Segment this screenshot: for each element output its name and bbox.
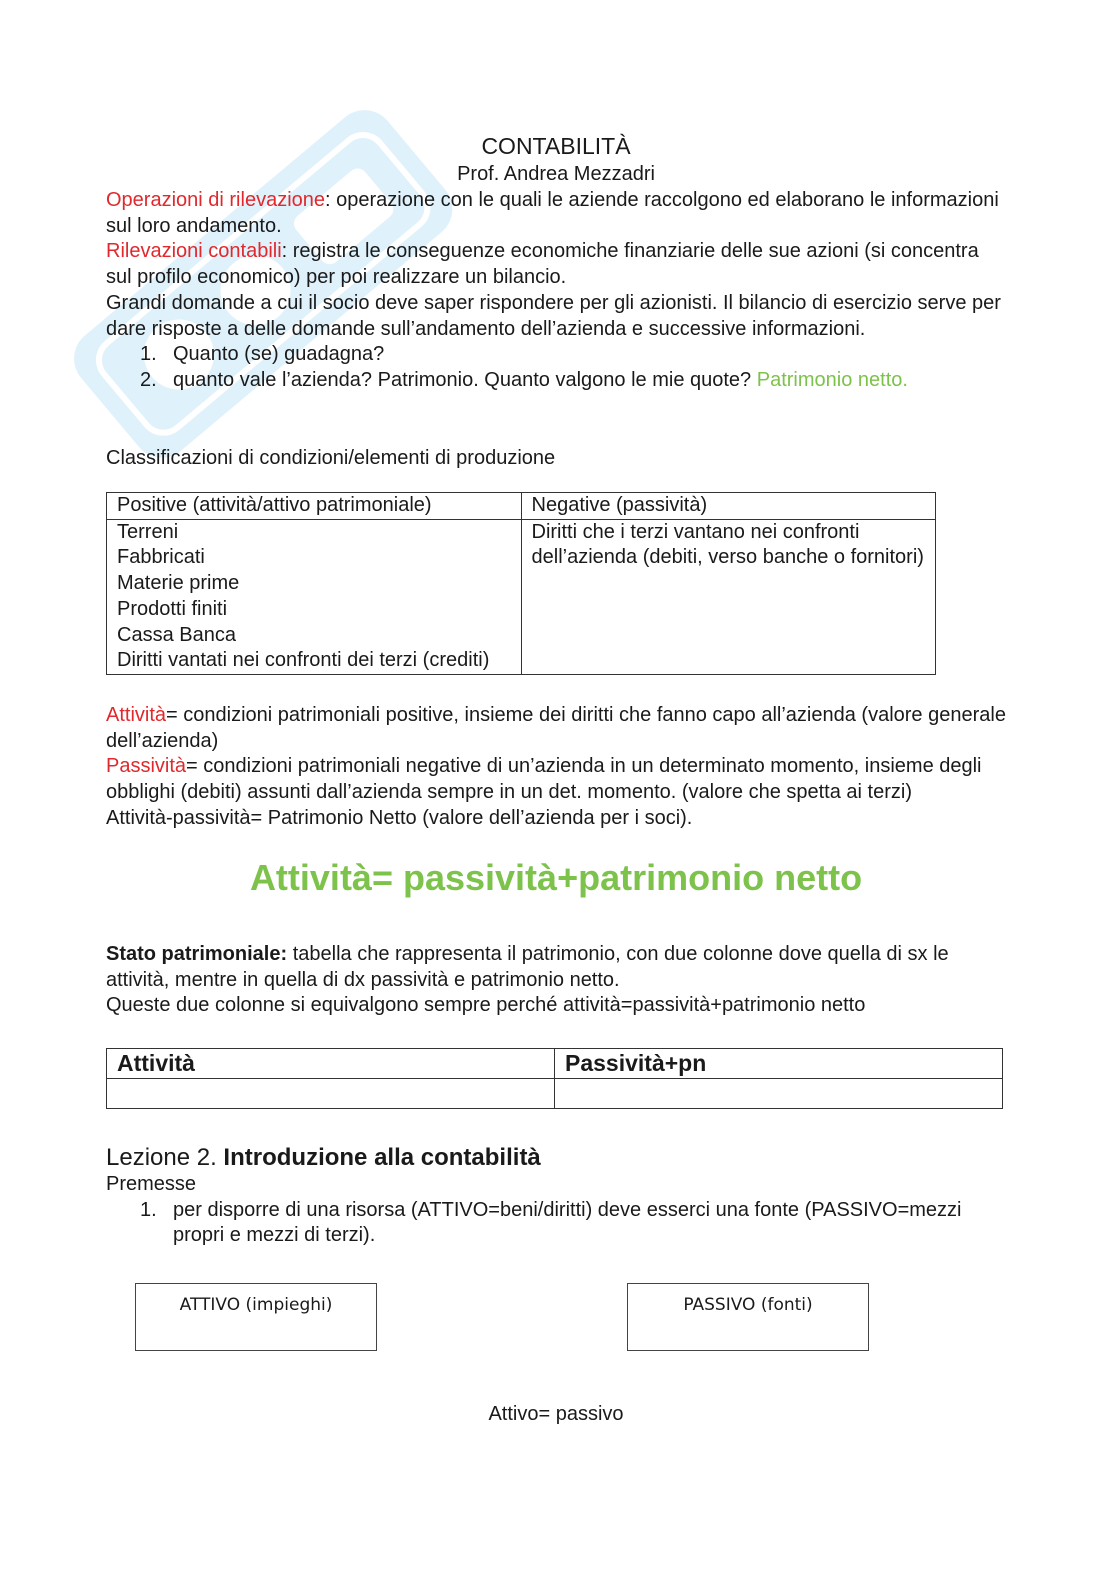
classification-heading: Classificazioni di condizioni/elementi di produzione <box>106 447 556 469</box>
term-attivita: Attività <box>106 704 167 726</box>
term-rilevazioni: Rilevazioni contabili <box>106 240 282 263</box>
list-item: 2. quanto vale l’azienda? Patrimonio. Quanto valgono le mie quote? Patrimonio netto. <box>140 368 908 391</box>
table-row <box>107 493 936 520</box>
premesse-heading: Premesse <box>106 1173 197 1195</box>
paragraph-operazioni <box>106 188 1006 239</box>
equation-attivo-passivo: Attivo= passivo <box>488 1403 624 1425</box>
table-cell-negative: Diritti che i terzi vantano nei confronti dell’azienda (debiti, verso banche o fornitori) <box>521 519 936 674</box>
box-passivo: PASSIVO (fonti) <box>627 1283 869 1351</box>
definitions-section <box>106 703 1006 832</box>
intro-section <box>106 188 1006 394</box>
stato-patrimoniale-table <box>106 1048 1003 1109</box>
paragraph-passivita: Passività= condizioni patrimoniali negative di un’azienda in un determinato momento, insieme degli obblighi (debiti) assunti dall’azienda sempre in un det. momento. (valore che spetta ai terzi) <box>106 755 982 804</box>
paragraph-rilevazioni <box>106 239 1006 290</box>
table-header-negative: Negative (passività) <box>521 493 936 520</box>
highlight-patrimonio-netto: Patrimonio netto. <box>756 368 908 391</box>
paragraph-equivalenza: Queste due colonne si equivalgono sempre perché attività=passività+patrimonio netto <box>106 994 866 1017</box>
term-passivita: Passività <box>106 755 187 778</box>
table-header-attivita: Attività <box>107 1049 555 1079</box>
classification-table <box>106 492 936 675</box>
lesson-heading: Lezione 2. Introduzione alla contabilità <box>106 1144 541 1171</box>
table-header-positive: Positive (attività/attivo patrimoniale) <box>107 493 522 520</box>
term-operazioni: Operazioni di rilevazione <box>106 189 326 211</box>
list-item: Prodotti finiti <box>117 597 228 620</box>
stato-patrimoniale-section <box>106 942 1006 1019</box>
term-stato-patrimoniale: Stato patrimoniale: <box>106 943 288 965</box>
definition-operazioni: : operazione con le quali le aziende raccolgono ed elaborano le informazioni sul loro andamento. <box>106 189 999 237</box>
list-item: Fabbricati <box>117 546 205 569</box>
list-item: Cassa Banca <box>117 623 236 646</box>
list-item: Diritti vantati nei confronti dei terzi (crediti) <box>117 649 490 672</box>
definition-rilevazioni: : registra le conseguenze economiche finanziarie delle sue azioni (si concentra sul profilo economico) per poi realizzare un bilancio. <box>106 240 979 289</box>
table-cell-empty <box>107 1079 555 1109</box>
table-cell-positive <box>107 519 522 674</box>
questions-list <box>106 342 1006 393</box>
paragraph-patrimonio-netto: Attività-passività= Patrimonio Netto (valore dell’azienda per i soci). <box>106 806 693 829</box>
table-row <box>107 1049 1003 1079</box>
list-item: Terreni <box>117 520 179 543</box>
paragraph-attivita: Attività= condizioni patrimoniali positive, insieme dei diritti che fanno capo all’azienda (valore generale dell’azienda) <box>106 704 1006 752</box>
table-row <box>107 1079 1003 1109</box>
list-item: Materie prime <box>117 572 240 595</box>
list-item: 1. Quanto (se) guadagna? <box>140 343 385 366</box>
table-header-passivita-pn: Passività+pn <box>555 1049 1003 1079</box>
list-item: 1. per disporre di una risorsa (ATTIVO=beni/diritti) deve esserci una fonte (PASSIVO=mezzi propri e mezzi di terzi). <box>140 1198 962 1247</box>
table-row <box>107 519 936 674</box>
premesse-section <box>106 1172 1006 1249</box>
balance-formula: Attività= passività+patrimonio netto <box>249 857 863 898</box>
paragraph-domande: Grandi domande a cui il socio deve saper rispondere per gli azionisti. Il bilancio di esercizio serve per dare risposte a delle domande sull’andamento dell’azienda e successive informazioni. <box>106 291 1001 340</box>
box-attivo: ATTIVO (impieghi) <box>135 1283 377 1351</box>
paragraph-stato-patrimoniale: Stato patrimoniale: tabella che rappresenta il patrimonio, con due colonne dove quella di sx le attività, mentre in quella di dx passività e patrimonio netto. <box>106 943 949 991</box>
premesse-list <box>106 1198 1006 1249</box>
document-title: CONTABILITÀ <box>481 133 631 159</box>
table-cell-empty <box>555 1079 1003 1109</box>
document-author: Prof. Andrea Mezzadri <box>457 163 655 185</box>
